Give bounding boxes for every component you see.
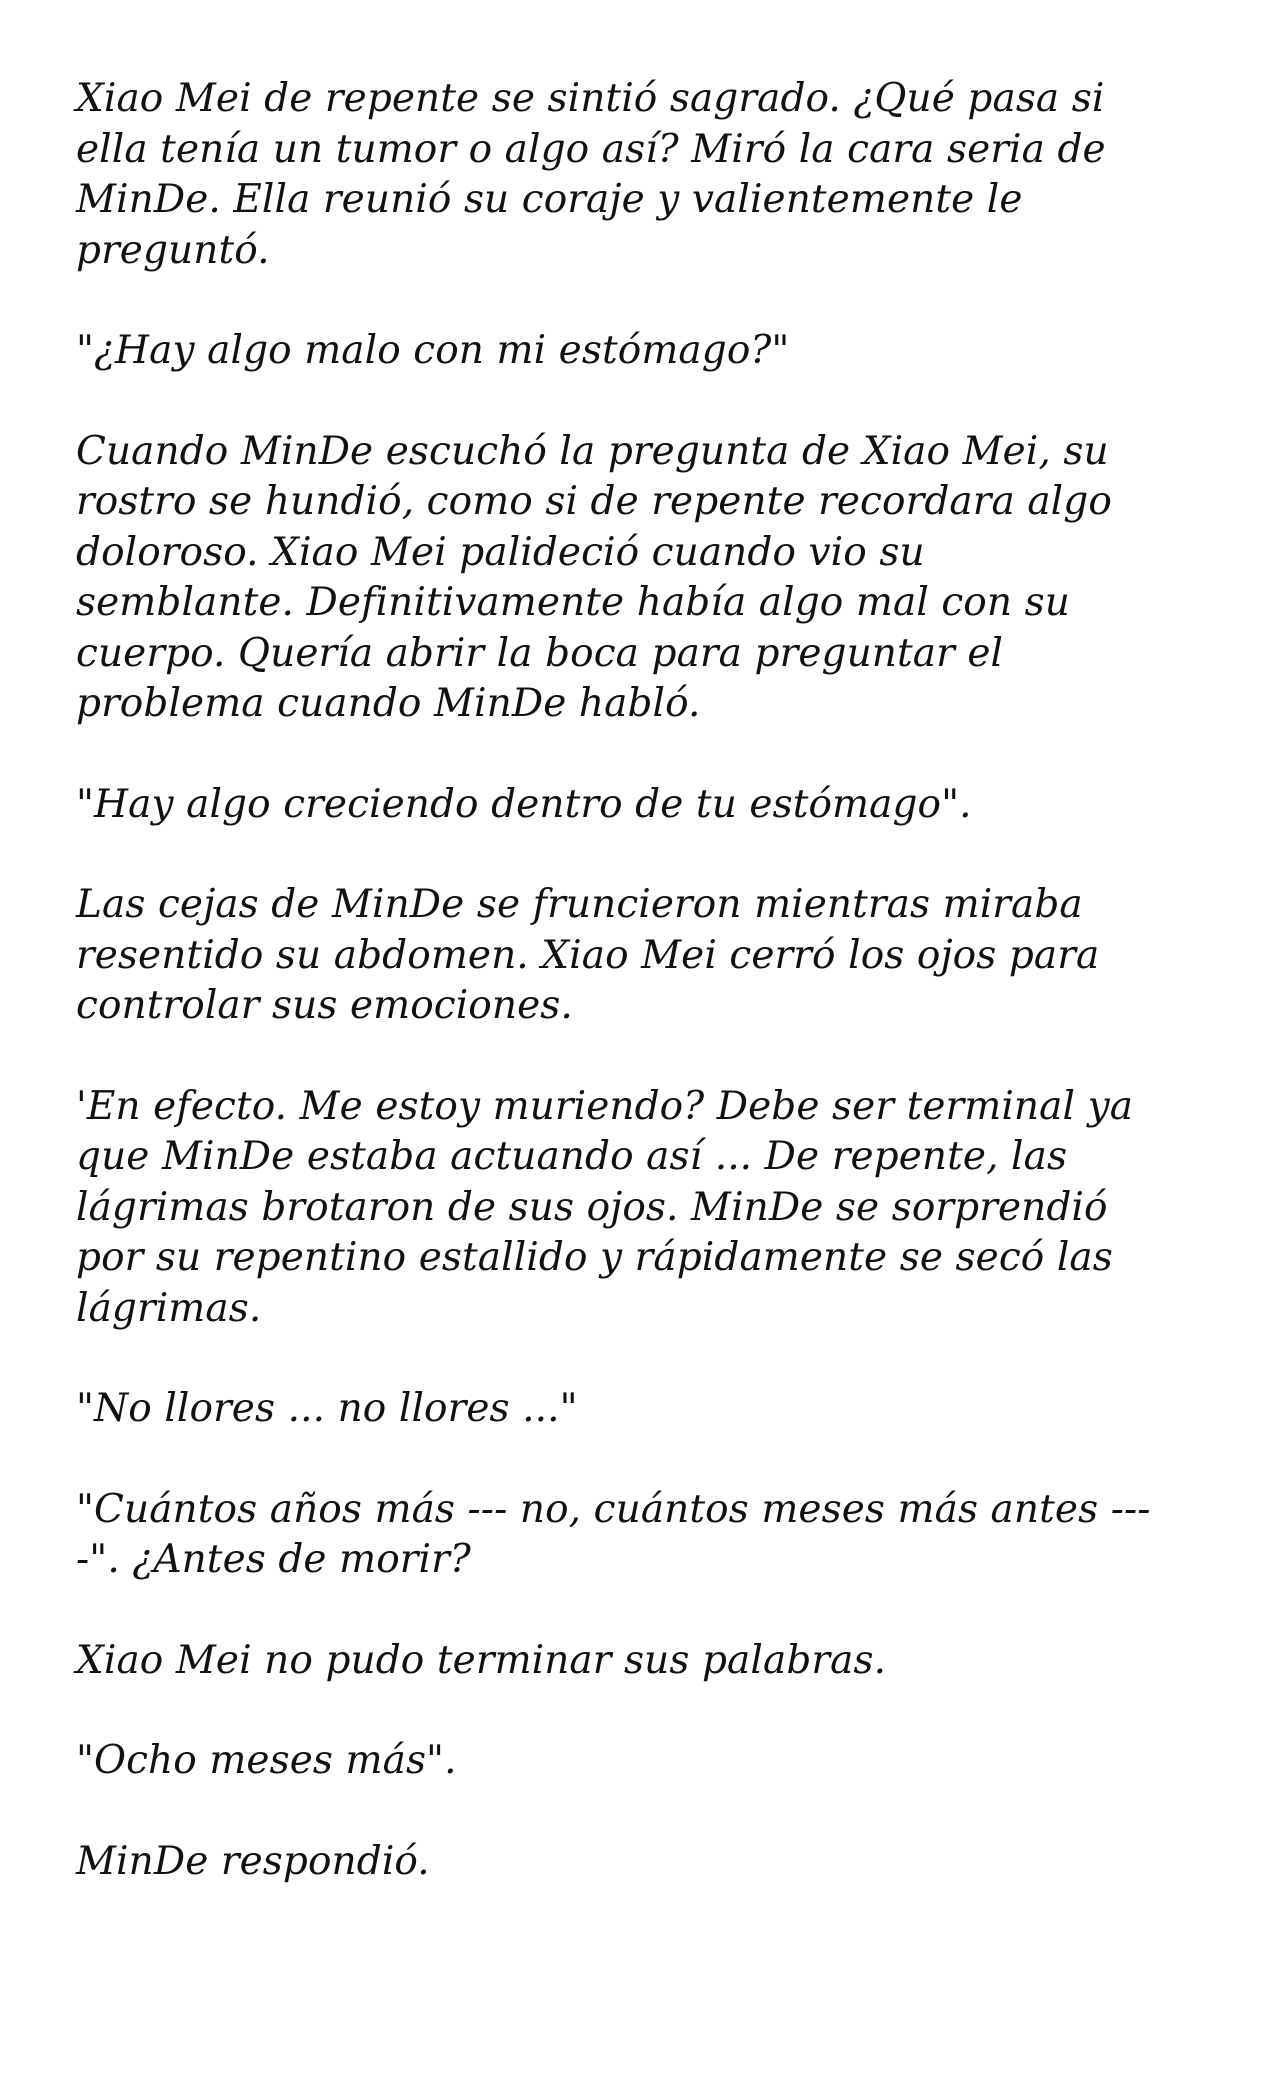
paragraph-9	[76, 1636, 1215, 1687]
text-line: lágrimas brotaron de sus ojos. MinDe se sorprendió	[76, 1184, 1108, 1230]
text-line: Las cejas de MinDe se fruncieron mientras miraba	[76, 882, 1083, 927]
text-line: Cuando MinDe escuchó la pregunta de Xiao Mei, su	[76, 428, 1109, 474]
text-line: MinDe. Ella reunió su coraje y valientemente le	[76, 177, 1023, 222]
paragraph-7	[76, 1384, 1215, 1435]
text-line: Xiao Mei no pudo terminar sus palabras.	[76, 1637, 887, 1683]
paragraph-6	[76, 1082, 1215, 1335]
text-line: lágrimas.	[76, 1285, 262, 1331]
text-line: problema cuando MinDe habló.	[76, 681, 701, 726]
paragraph-11	[76, 1837, 1215, 1888]
text-line: "¿Hay algo malo con mi estómago?"	[76, 328, 790, 373]
paragraph-8	[76, 1485, 1215, 1586]
paragraph-5	[76, 880, 1215, 1032]
text-line: -". ¿Antes de morir?	[76, 1537, 471, 1582]
text-line: rostro se hundió, como si de repente recordara algo	[76, 479, 1112, 524]
text-line: doloroso. Xiao Mei palideció cuando vio su	[76, 529, 925, 575]
text-line: "Ocho meses más".	[76, 1738, 457, 1783]
text-line: ella tenía un tumor o algo así? Miró la cara seria de	[76, 126, 1106, 172]
paragraph-4	[76, 780, 1215, 831]
text-line: semblante. Definitivamente había algo mal con su	[76, 580, 1070, 625]
text-line: controlar sus emociones.	[76, 983, 573, 1028]
text-line: 'En efecto. Me estoy muriendo? Debe ser terminal ya	[76, 1083, 1134, 1129]
text-line: "Hay algo creciendo dentro de tu estómago".	[76, 781, 972, 827]
paragraph-1	[76, 74, 1215, 276]
text-line: preguntó.	[76, 227, 270, 273]
text-line: resentido su abdomen. Xiao Mei cerró los ojos para	[76, 932, 1100, 978]
text-line: "No llores ... no llores ..."	[76, 1386, 578, 1431]
text-line: "Cuántos años más --- no, cuántos meses más antes ---	[76, 1486, 1151, 1532]
paragraph-2	[76, 326, 1215, 377]
text-line: por su repentino estallido y rápidamente se secó las	[76, 1235, 1113, 1280]
text-line: Xiao Mei de repente se sintió sagrado. ¿Qué pasa si	[76, 76, 1105, 121]
paragraph-10	[76, 1736, 1215, 1787]
text-line: cuerpo. Quería abrir la boca para preguntar el	[76, 630, 1004, 676]
paragraph-3	[76, 427, 1215, 730]
text-line: que MinDe estaba actuando así ... De repente, las	[76, 1134, 1068, 1179]
text-line: MinDe respondió.	[76, 1838, 430, 1884]
